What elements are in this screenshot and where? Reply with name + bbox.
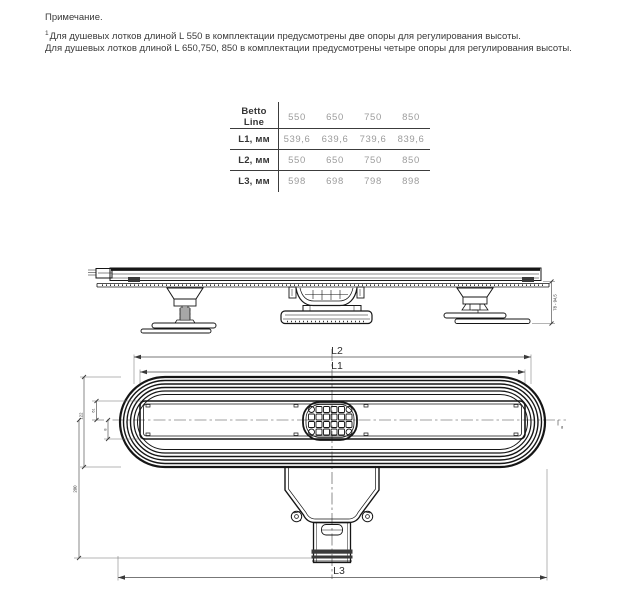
table-cell: 539,6 — [283, 133, 311, 145]
table-size-cell: 550 — [288, 111, 306, 123]
table-cell: 650 — [326, 154, 344, 166]
drain-trap-side — [281, 287, 372, 324]
channel-top-outline — [120, 377, 545, 467]
height-dimension-label: 78 - 94,5 — [552, 294, 558, 311]
side-view-drawing — [0, 248, 644, 348]
left-support-foot — [141, 288, 216, 333]
footnote-marker: 1 — [45, 30, 49, 37]
dimension-l2-label: L2 — [331, 345, 343, 357]
table-row-label: L2, мм — [238, 154, 270, 166]
note-line-1 — [45, 30, 521, 42]
height-dimension — [532, 280, 558, 326]
half-width-dimension-label: 61 — [91, 408, 96, 413]
table-cell: 750 — [364, 154, 382, 166]
table-cell: 739,6 — [359, 133, 387, 145]
table-size-cell: 750 — [364, 111, 382, 123]
table-cell: 550 — [288, 154, 306, 166]
table-row-label: L1, мм — [238, 133, 270, 145]
table-row-label: L3, мм — [238, 175, 270, 187]
width-dimension — [79, 375, 122, 469]
grate-grid — [309, 407, 353, 436]
channel-side-profile — [88, 268, 549, 287]
table-size-cell: 650 — [326, 111, 344, 123]
drain-grate — [303, 402, 357, 440]
dimension-l3-label: L3 — [333, 565, 345, 577]
table-row-l3 — [230, 171, 430, 192]
table-header-row — [230, 106, 430, 129]
depth-dimension-label: 200 — [72, 485, 78, 493]
table-cell: 898 — [402, 175, 420, 187]
right-support-foot — [444, 288, 530, 324]
table-cell: 639,6 — [321, 133, 349, 145]
table-cell: 698 — [326, 175, 344, 187]
note-line-2: Для душевых лотков длиной L 650,750, 850 в комплектации предусмотрены четыре опоры для регулирования высоты. — [45, 43, 572, 54]
table-cell: 598 — [288, 175, 306, 187]
top-view-drawing — [0, 344, 644, 600]
table-cell: 798 — [364, 175, 382, 187]
table-size-cell: 850 — [402, 111, 420, 123]
table-column-divider — [278, 102, 279, 192]
dimension-l1-label: L1 — [331, 360, 343, 372]
spec-table — [230, 106, 430, 190]
table-header-cell: Betto Line — [241, 106, 267, 128]
table-row-l2 — [230, 150, 430, 171]
note-line-1-text: Для душевых лотков длиной L 550 в комплектации предусмотрены две опоры для регулирования высоты. — [49, 31, 521, 43]
table-row-l1 — [230, 129, 430, 150]
note-title: Примечание. — [45, 12, 103, 23]
table-cell: 839,6 — [397, 133, 425, 145]
right-tick-label: 8 — [561, 424, 564, 430]
width-dimension-label: 122 — [78, 412, 84, 420]
table-cell: 850 — [402, 154, 420, 166]
offset-dimension-label: 8 — [103, 428, 108, 431]
